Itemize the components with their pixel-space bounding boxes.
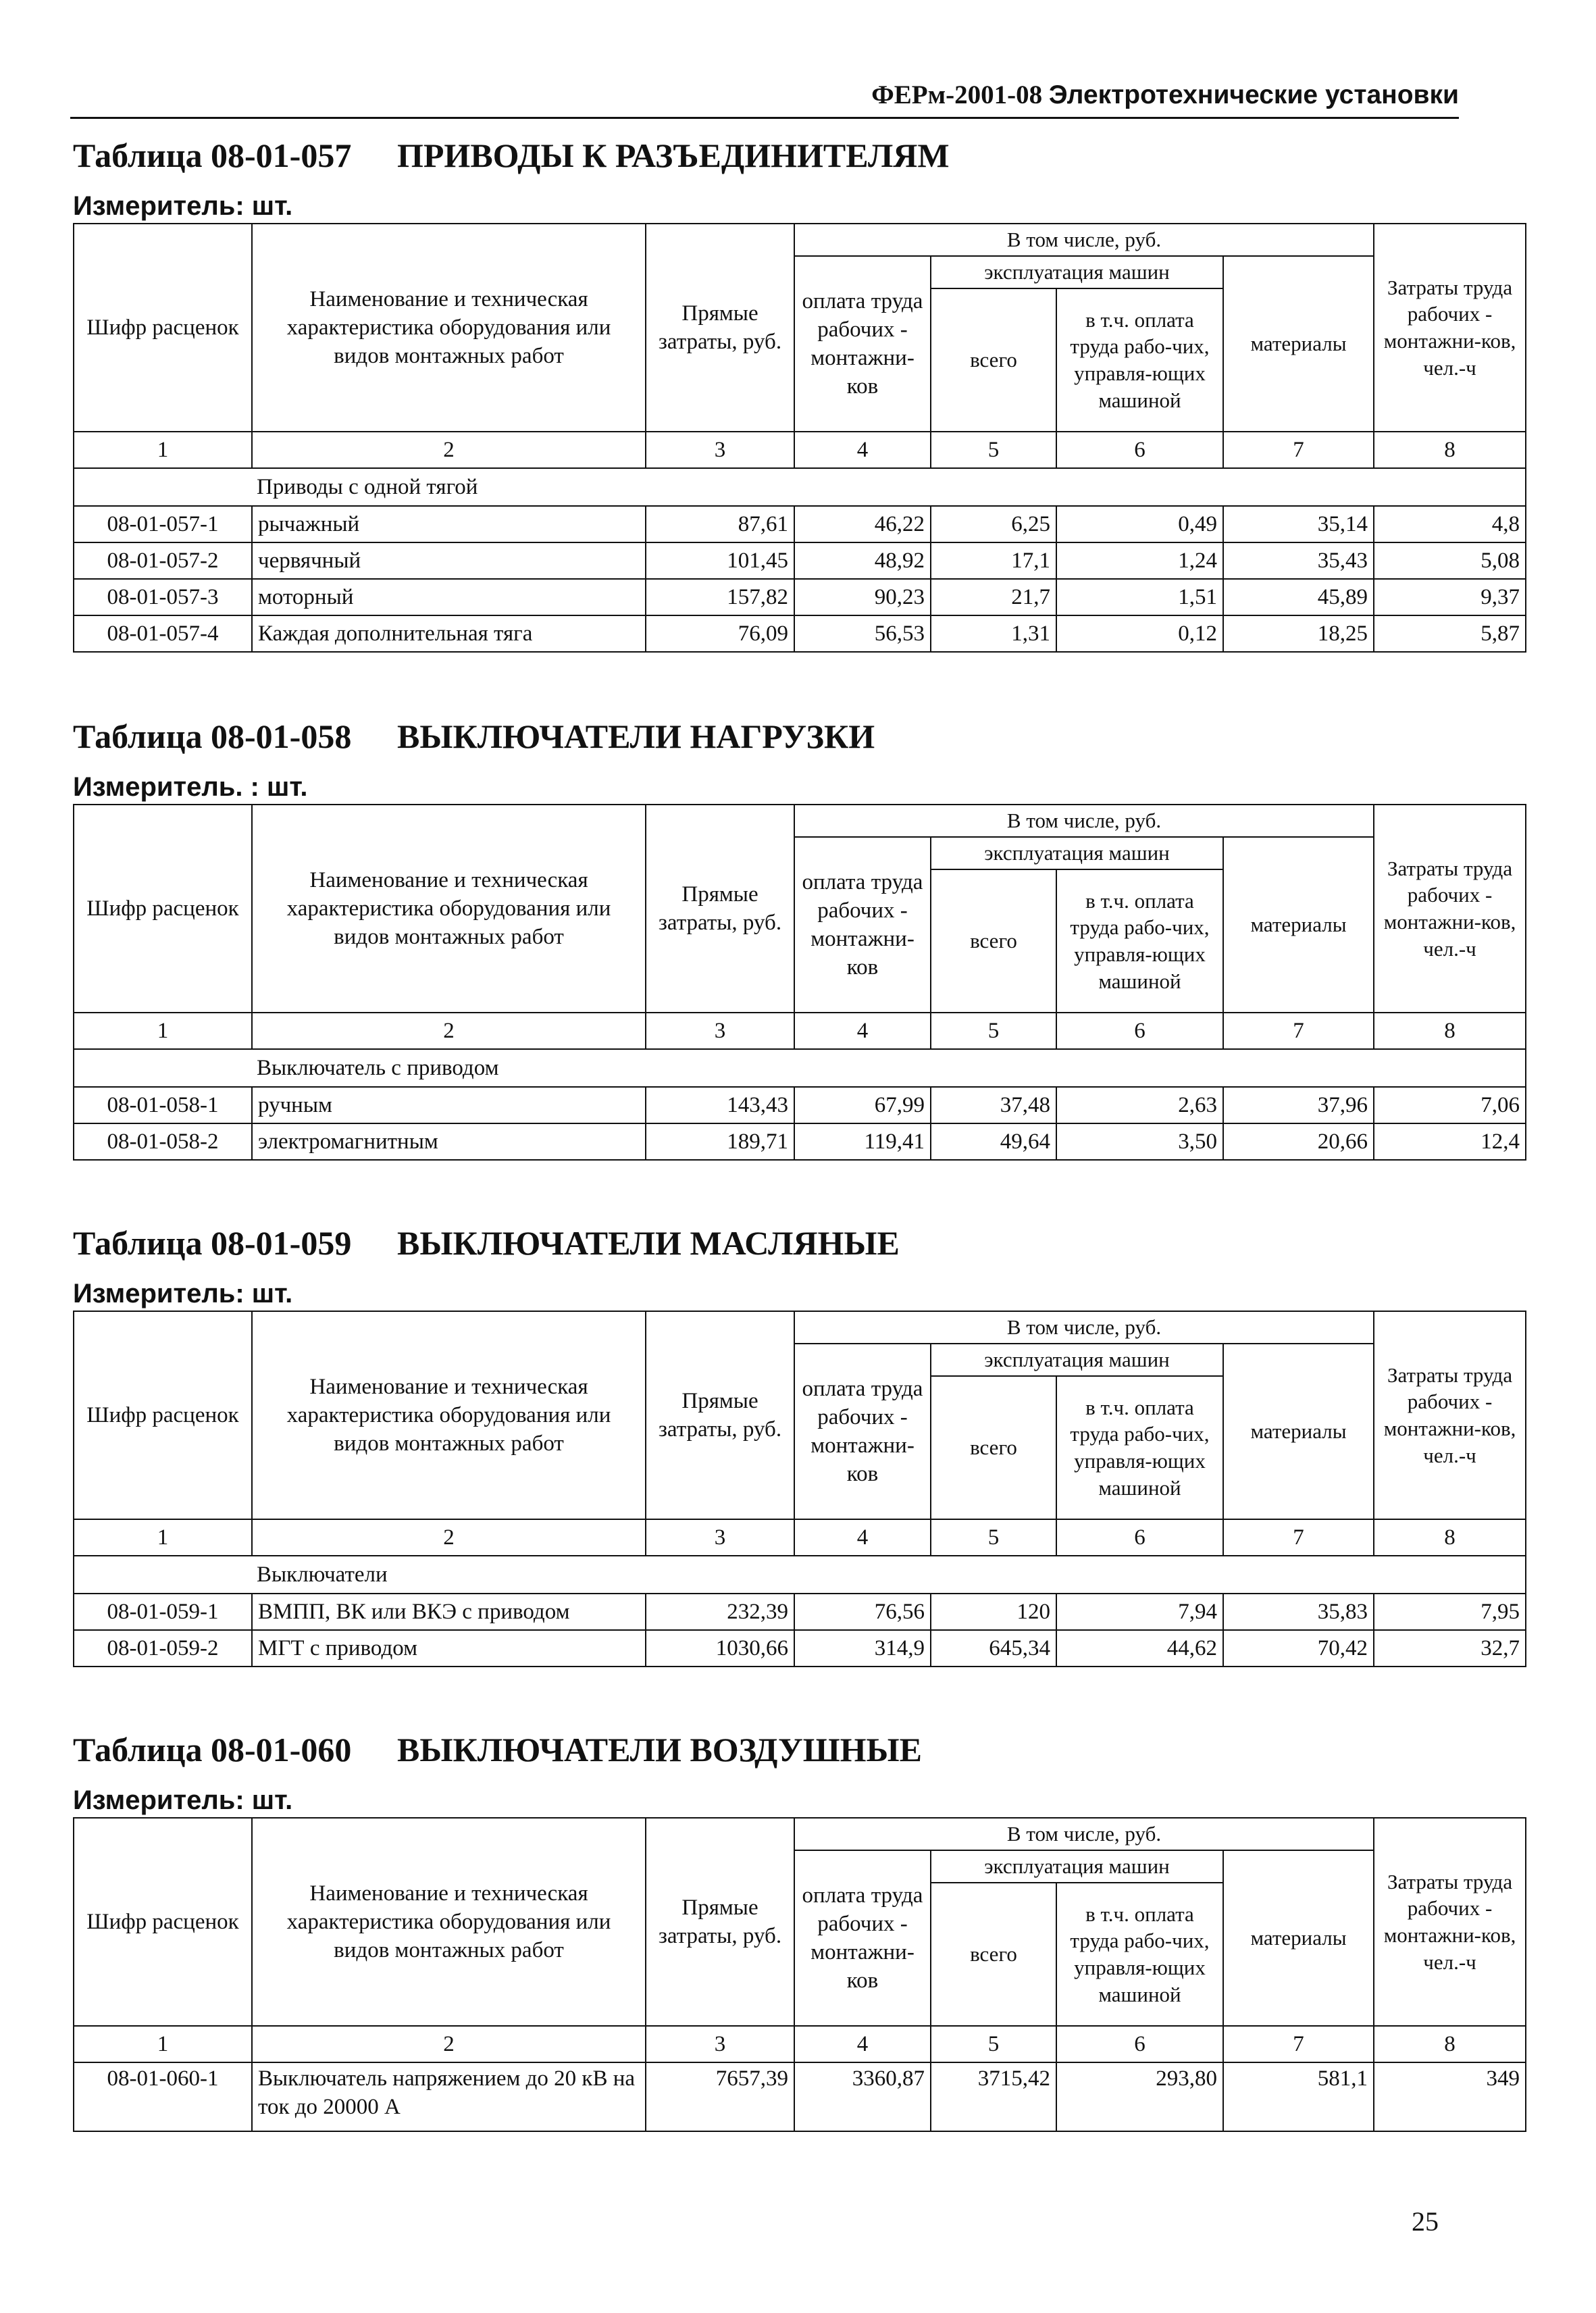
cell-labor: 4,8 [1374,506,1526,542]
header-name: Наименование и техническая характеристика оборудования или видов монтажных работ [252,1311,646,1519]
header-machines-total: всего [931,1883,1056,2026]
header-code: Шифр расценок [74,1311,252,1519]
column-index: 2 [252,432,646,468]
column-index: 4 [794,2026,931,2062]
header-labor: Затраты труда рабочих - монтажни-ков, чел.-ч [1374,1311,1526,1519]
cell-materials: 37,96 [1223,1087,1374,1123]
cell-labor: 12,4 [1374,1123,1526,1160]
column-index-row [74,432,1526,468]
table-number: Таблица 08-01-057 [73,136,352,174]
column-index: 8 [1374,1519,1526,1556]
cell-code: 08-01-058-2 [74,1123,252,1160]
header-wages: оплата труда рабочих - монтажни-ков [794,1344,931,1519]
column-index-row [74,2026,1526,2062]
header-materials: материалы [1223,256,1374,432]
cell-code: 08-01-057-4 [74,615,252,652]
cell-labor: 32,7 [1374,1630,1526,1667]
header-wages: оплата труда рабочих - монтажни-ков [794,256,931,432]
header-direct: Прямые затраты, руб. [646,1818,794,2026]
header-code: Шифр расценок [74,805,252,1013]
header-including: В том числе, руб. [794,1311,1374,1344]
column-index: 1 [74,1519,252,1556]
table-row [74,579,1526,615]
table-section-058 [73,716,1520,1161]
rates-table [73,1817,1526,2132]
header-machines: эксплуатация машин [931,1344,1223,1376]
cell-machines: 6,25 [931,506,1056,542]
header-labor: Затраты труда рабочих - монтажни-ков, чел.-ч [1374,224,1526,432]
column-index: 5 [931,1519,1056,1556]
column-index: 3 [646,2026,794,2062]
header-code: Шифр расценок [74,1818,252,2026]
column-index: 8 [1374,2026,1526,2062]
cell-direct: 189,71 [646,1123,794,1160]
table-section-059 [73,1223,1520,1667]
table-section-057 [73,135,1520,653]
column-index: 8 [1374,1013,1526,1049]
cell-code: 08-01-057-1 [74,506,252,542]
cell-labor: 7,06 [1374,1087,1526,1123]
table-heading: ВЫКЛЮЧАТЕЛИ НАГРУЗКИ [397,717,875,755]
cell-wages: 76,56 [794,1594,931,1630]
header-machines: эксплуатация машин [931,837,1223,869]
column-index: 1 [74,1013,252,1049]
header-including: В том числе, руб. [794,805,1374,837]
header-machines-total: всего [931,1376,1056,1519]
measure-unit: Измеритель: шт. [73,1785,293,1815]
table-row [74,1594,1526,1630]
cell-materials: 70,42 [1223,1630,1374,1667]
measure-unit: Измеритель: шт. [73,1279,293,1308]
table-row [74,542,1526,579]
cell-code: 08-01-060-1 [74,2062,252,2131]
cell-direct: 101,45 [646,542,794,579]
group-row [74,1049,1526,1087]
page-number: 25 [1412,2206,1439,2237]
table-row [74,506,1526,542]
header-machines-wages: в т.ч. оплата труда рабо-чих, управля-ющих машиной [1056,1883,1223,2026]
cell-machines-wages: 1,51 [1056,579,1223,615]
header-direct: Прямые затраты, руб. [646,224,794,432]
cell-wages: 90,23 [794,579,931,615]
cell-wages: 56,53 [794,615,931,652]
column-index: 4 [794,1013,931,1049]
rates-table [73,1311,1526,1667]
cell-wages: 314,9 [794,1630,931,1667]
cell-name: МГТ с приводом [252,1630,646,1667]
header-machines: эксплуатация машин [931,1850,1223,1883]
header-labor: Затраты труда рабочих - монтажни-ков, чел.-ч [1374,1818,1526,2026]
header-name: Наименование и техническая характеристика оборудования или видов монтажных работ [252,1818,646,2026]
table-section-060 [73,1729,1520,2132]
cell-materials: 20,66 [1223,1123,1374,1160]
header-machines: эксплуатация машин [931,256,1223,288]
table-title [73,1729,1458,1770]
group-label: Приводы с одной тягой [257,474,478,499]
rates-table [73,804,1526,1161]
column-index: 7 [1223,1519,1374,1556]
cell-direct: 76,09 [646,615,794,652]
cell-machines-wages: 2,63 [1056,1087,1223,1123]
header-materials: материалы [1223,837,1374,1013]
header-wages: оплата труда рабочих - монтажни-ков [794,1850,931,2026]
cell-name: ручным [252,1087,646,1123]
header-materials: материалы [1223,1850,1374,2026]
cell-machines: 3715,42 [931,2062,1056,2131]
cell-wages: 3360,87 [794,2062,931,2131]
cell-materials: 45,89 [1223,579,1374,615]
column-index: 2 [252,1013,646,1049]
table-title [73,716,1458,757]
cell-name: Каждая дополнительная тяга [252,615,646,652]
cell-labor: 7,95 [1374,1594,1526,1630]
header-wages: оплата труда рабочих - монтажни-ков [794,837,931,1013]
cell-code: 08-01-059-2 [74,1630,252,1667]
cell-machines-wages: 293,80 [1056,2062,1223,2131]
cell-machines: 17,1 [931,542,1056,579]
cell-code: 08-01-058-1 [74,1087,252,1123]
cell-labor: 5,08 [1374,542,1526,579]
cell-machines-wages: 3,50 [1056,1123,1223,1160]
cell-machines-wages: 7,94 [1056,1594,1223,1630]
header-labor: Затраты труда рабочих - монтажни-ков, чел.-ч [1374,805,1526,1013]
column-index: 7 [1223,1013,1374,1049]
rates-table [73,223,1526,653]
cell-machines: 21,7 [931,579,1056,615]
cell-machines: 49,64 [931,1123,1056,1160]
column-index: 5 [931,432,1056,468]
table-heading: ПРИВОДЫ К РАЗЪЕДИНИТЕЛЯМ [397,136,950,174]
cell-direct: 7657,39 [646,2062,794,2131]
group-row [74,468,1526,506]
column-index: 6 [1056,1519,1223,1556]
cell-code: 08-01-059-1 [74,1594,252,1630]
measure-unit: Измеритель. : шт. [73,772,308,802]
table-number: Таблица 08-01-058 [73,717,352,755]
header-including: В том числе, руб. [794,224,1374,256]
cell-code: 08-01-057-2 [74,542,252,579]
header-name: Наименование и техническая характеристика оборудования или видов монтажных работ [252,224,646,432]
column-index: 3 [646,1013,794,1049]
cell-materials: 18,25 [1223,615,1374,652]
cell-machines: 37,48 [931,1087,1056,1123]
cell-machines: 120 [931,1594,1056,1630]
table-row [74,1630,1526,1667]
cell-materials: 35,14 [1223,506,1374,542]
table-row [74,615,1526,652]
cell-direct: 143,43 [646,1087,794,1123]
cell-name: червячный [252,542,646,579]
cell-machines-wages: 0,12 [1056,615,1223,652]
cell-wages: 46,22 [794,506,931,542]
table-row [74,2062,1526,2131]
column-index: 6 [1056,2026,1223,2062]
table-title [73,135,1458,176]
column-index: 2 [252,1519,646,1556]
column-index: 2 [252,2026,646,2062]
cell-labor: 5,87 [1374,615,1526,652]
cell-materials: 35,43 [1223,542,1374,579]
cell-direct: 87,61 [646,506,794,542]
cell-direct: 232,39 [646,1594,794,1630]
cell-code: 08-01-057-3 [74,579,252,615]
table-number: Таблица 08-01-059 [73,1224,352,1262]
header-direct: Прямые затраты, руб. [646,1311,794,1519]
cell-name: рычажный [252,506,646,542]
column-index-row [74,1013,1526,1049]
header-machines-wages: в т.ч. оплата труда рабо-чих, управля-ющих машиной [1056,869,1223,1013]
header-machines-total: всего [931,869,1056,1013]
column-index: 4 [794,1519,931,1556]
header-materials: материалы [1223,1344,1374,1519]
cell-labor: 349 [1374,2062,1526,2131]
header-machines-wages: в т.ч. оплата труда рабо-чих, управля-ющих машиной [1056,1376,1223,1519]
table-number: Таблица 08-01-060 [73,1731,352,1769]
group-label: Выключатель с приводом [257,1055,499,1080]
column-index: 5 [931,2026,1056,2062]
column-index: 3 [646,432,794,468]
column-index: 6 [1056,1013,1223,1049]
cell-direct: 1030,66 [646,1630,794,1667]
cell-wages: 119,41 [794,1123,931,1160]
cell-wages: 48,92 [794,542,931,579]
cell-name: ВМПП, ВК или ВКЭ с приводом [252,1594,646,1630]
cell-machines: 645,34 [931,1630,1056,1667]
column-index-row [74,1519,1526,1556]
group-row [74,1556,1526,1594]
cell-labor: 9,37 [1374,579,1526,615]
column-index: 3 [646,1519,794,1556]
cell-machines: 1,31 [931,615,1056,652]
table-heading: ВЫКЛЮЧАТЕЛИ ВОЗДУШНЫЕ [397,1731,922,1769]
measure-unit: Измеритель: шт. [73,191,293,221]
cell-name: Выключатель напряжением до 20 кВ на ток до 20000 А [252,2062,646,2131]
group-label: Выключатели [257,1562,388,1587]
column-index: 1 [74,432,252,468]
header-machines-wages: в т.ч. оплата труда рабо-чих, управля-ющих машиной [1056,288,1223,432]
column-index: 7 [1223,2026,1374,2062]
table-heading: ВЫКЛЮЧАТЕЛИ МАСЛЯНЫЕ [397,1224,900,1262]
table-row [74,1087,1526,1123]
column-index: 4 [794,432,931,468]
header-code: Шифр расценок [74,224,252,432]
running-header-code: ФЕРм-2001-08 [871,80,1049,109]
cell-materials: 581,1 [1223,2062,1374,2131]
cell-machines-wages: 0,49 [1056,506,1223,542]
cell-name: электромагнитным [252,1123,646,1160]
cell-materials: 35,83 [1223,1594,1374,1630]
running-header-title: Электротехнические установки [1048,80,1459,109]
cell-machines-wages: 1,24 [1056,542,1223,579]
header-including: В том числе, руб. [794,1818,1374,1850]
column-index: 1 [74,2026,252,2062]
cell-name: моторный [252,579,646,615]
column-index: 7 [1223,432,1374,468]
table-row [74,1123,1526,1160]
column-index: 6 [1056,432,1223,468]
table-title [73,1223,1458,1263]
running-header [70,80,1459,119]
cell-wages: 67,99 [794,1087,931,1123]
cell-direct: 157,82 [646,579,794,615]
column-index: 8 [1374,432,1526,468]
header-name: Наименование и техническая характеристика оборудования или видов монтажных работ [252,805,646,1013]
header-machines-total: всего [931,288,1056,432]
cell-machines-wages: 44,62 [1056,1630,1223,1667]
column-index: 5 [931,1013,1056,1049]
header-direct: Прямые затраты, руб. [646,805,794,1013]
